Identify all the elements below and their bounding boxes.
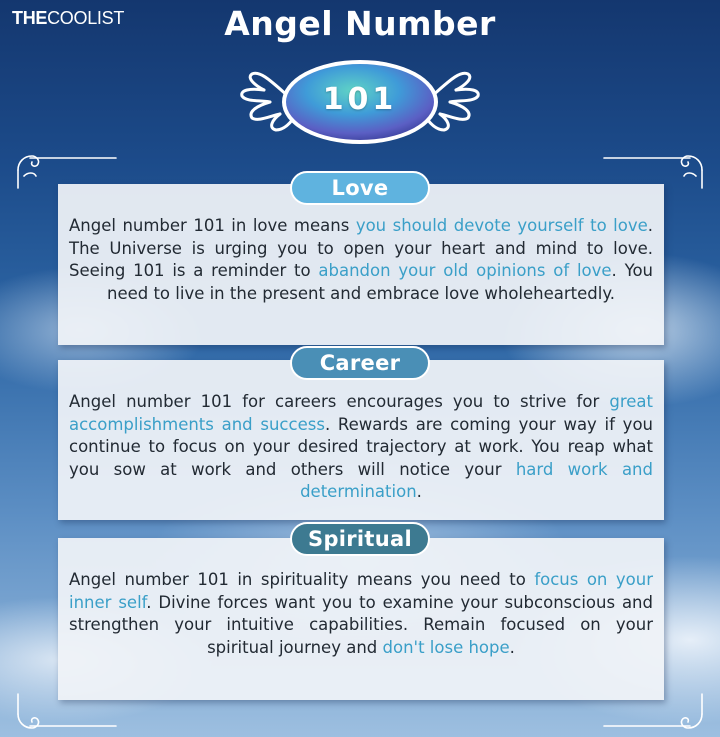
career-text-part: Angel number 101 for careers encourages you to strive for	[69, 392, 610, 411]
angel-number-value: 101	[322, 82, 398, 117]
spiritual-text-part: .	[509, 637, 515, 657]
spiritual-highlight: don't lose hope	[382, 637, 510, 657]
spiritual-heading: Spiritual	[290, 522, 430, 556]
love-text-part: . You need to live in the present and embrace love wholeheartedly.	[106, 261, 654, 303]
career-highlight: great accomplishments and success	[69, 392, 653, 434]
brand-logo-light: COOLIST	[47, 8, 125, 28]
brand-logo-bold: THE	[12, 8, 48, 28]
spiritual-card	[58, 538, 664, 700]
career-text-part: . Rewards are coming your way if you continue to focus on your desired trajectory at work. You reap what you sow at work and others will notice your	[69, 414, 654, 479]
career-text-part: .	[416, 482, 422, 501]
career-heading: Career	[290, 346, 430, 380]
spiritual-text	[58, 538, 664, 659]
spiritual-text-part: . Divine forces want you to examine your subconscious and strengthen your intuitive capabilities. Remain focused on your spiritual journey and	[69, 592, 653, 657]
love-text-part: Angel number 101 in love means	[69, 216, 356, 235]
love-card	[58, 184, 664, 345]
spiritual-text-part: Angel number 101 in spirituality means you need to	[69, 570, 535, 589]
love-highlight: you should devote yourself to love	[355, 216, 648, 235]
love-heading: Love	[290, 171, 430, 205]
career-text	[58, 360, 664, 504]
love-highlight: abandon your old opinions of love	[318, 261, 612, 280]
spiritual-highlight: focus on your inner self	[69, 570, 653, 612]
career-card	[58, 360, 664, 520]
career-highlight: hard work and determination	[300, 459, 653, 501]
angel-number-badge	[230, 56, 490, 148]
page-title: Angel Number	[224, 4, 496, 43]
love-text-part: . The Universe is urging you to open your heart and mind to love. Seeing 101 is a reminder to	[69, 216, 653, 280]
